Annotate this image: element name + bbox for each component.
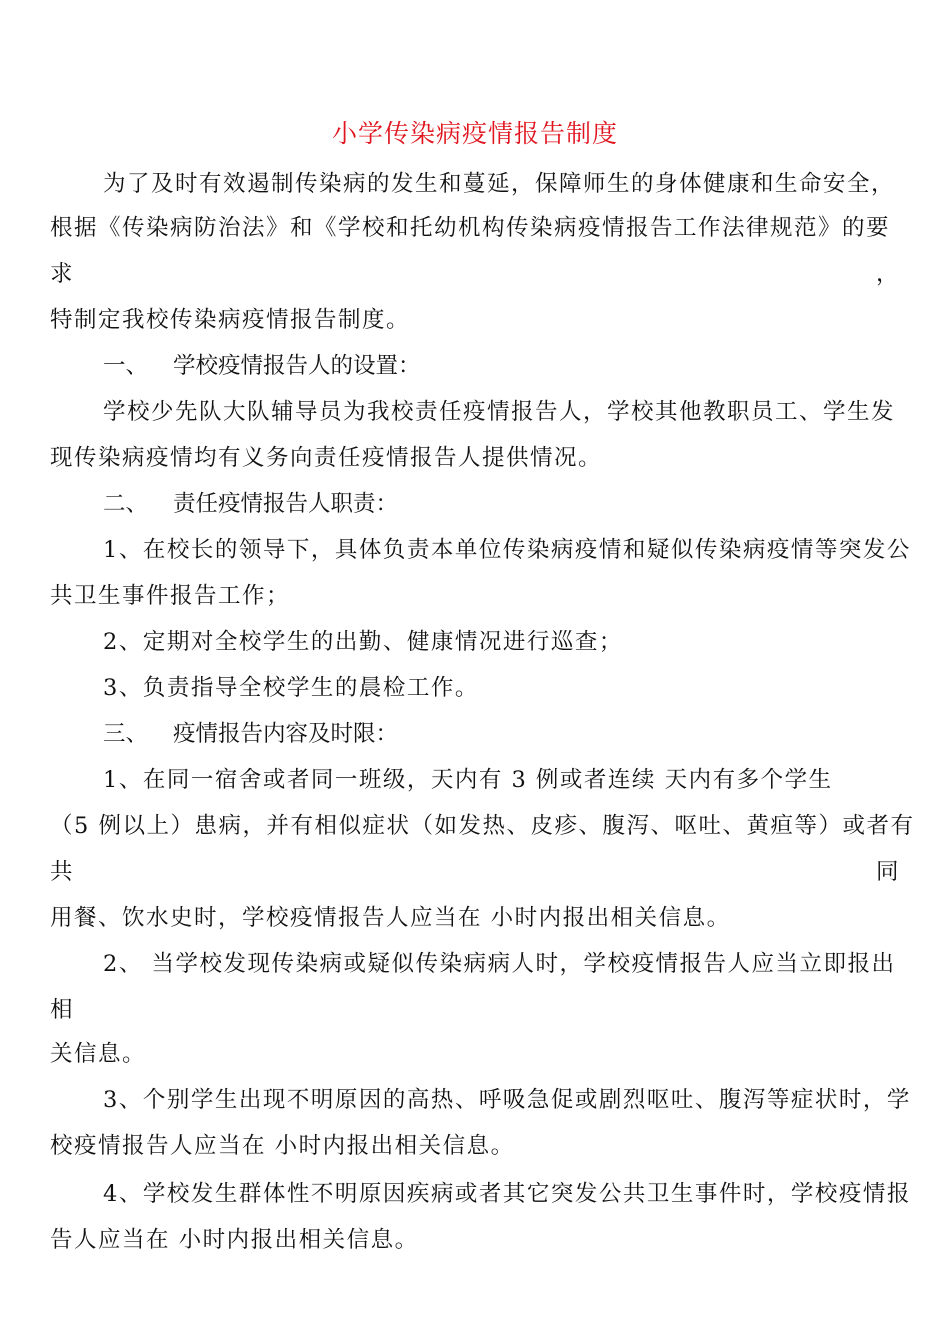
section-1-line-2: 现传染病疫情均有义务向责任疫情报告人提供情况。 bbox=[50, 445, 603, 471]
section-2-item-1-line-1: 1、在校长的领导下，具体负责本单位传染病疫情和疑似传染病疫情等突发公 bbox=[103, 537, 911, 563]
intro-line-1: 为了及时有效遏制传染病的发生和蔓延，保障师生的身体健康和生命安全， bbox=[103, 171, 896, 197]
section-2-title: 责任疫情报告人职责： bbox=[173, 491, 399, 517]
section-3-item-1-line-4: 用餐、饮水史时，学校疫情报告人应当在 小时内报出相关信息。 bbox=[50, 905, 731, 931]
section-1-line-1: 学校少先队大队辅导员为我校责任疫情报告人，学校其他教职员工、学生发 bbox=[103, 399, 896, 425]
section-3-item-2-line-1: 2、 当学校发现传染病或疑似传染病病人时，学校疫情报告人应当立即报出 bbox=[103, 951, 896, 977]
section-3-number: 三、 bbox=[103, 721, 149, 747]
intro-line-3-left: 求 bbox=[50, 261, 75, 287]
section-2-number: 二、 bbox=[103, 491, 149, 517]
section-3-title: 疫情报告内容及时限： bbox=[173, 721, 399, 747]
intro-line-3-right: ， bbox=[875, 261, 900, 287]
section-2-item-3: 3、负责指导全校学生的晨检工作。 bbox=[103, 675, 479, 701]
section-3-item-1-line-3 bbox=[50, 856, 900, 888]
section-1-heading bbox=[103, 350, 421, 382]
section-3-item-3-line-1: 3、个别学生出现不明原因的高热、呼吸急促或剧烈呕吐、腹泻等症状时，学 bbox=[103, 1087, 911, 1113]
section-3-item-1-line-2: （5 例以上）患病，并有相似症状（如发热、皮疹、腹泻、呕吐、黄疸等）或者有 bbox=[50, 813, 915, 839]
document-title: 小学传染病疫情报告制度 bbox=[331, 119, 618, 148]
section-2-item-1-line-2: 共卫生事件报告工作； bbox=[50, 583, 291, 609]
section-1-number: 一、 bbox=[103, 353, 149, 379]
intro-line-4: 特制定我校传染病疫情报告制度。 bbox=[50, 307, 411, 333]
section-3-item-4-line-1: 4、学校发生群体性不明原因疾病或者其它突发公共卫生事件时，学校疫情报 bbox=[103, 1181, 911, 1207]
section-2-item-2: 2、定期对全校学生的出勤、健康情况进行巡查； bbox=[103, 629, 623, 655]
intro-line-2: 根据《传染病防治法》和《学校和托幼机构传染病疫情报告工作法律规范》的要 bbox=[50, 215, 891, 241]
section-3-item-2-line-3: 关信息。 bbox=[50, 1041, 147, 1067]
intro-line-3 bbox=[50, 258, 900, 290]
section-3-item-1-line-3-left: 共 bbox=[50, 859, 75, 885]
section-3-item-3-line-2: 校疫情报告人应当在 小时内报出相关信息。 bbox=[50, 1133, 515, 1159]
section-3-item-2-line-2: 相 bbox=[50, 997, 75, 1023]
section-3-item-1-line-1: 1、在同一宿舍或者同一班级，天内有 3 例或者连续 天内有多个学生 bbox=[103, 767, 833, 793]
section-2-heading bbox=[103, 488, 398, 520]
section-3-heading bbox=[103, 718, 398, 750]
section-3-item-1-line-3-right: 同 bbox=[875, 859, 900, 885]
section-1-title: 学校疫情报告人的设置： bbox=[173, 353, 421, 379]
section-3-item-4-line-2: 告人应当在 小时内报出相关信息。 bbox=[50, 1227, 419, 1253]
